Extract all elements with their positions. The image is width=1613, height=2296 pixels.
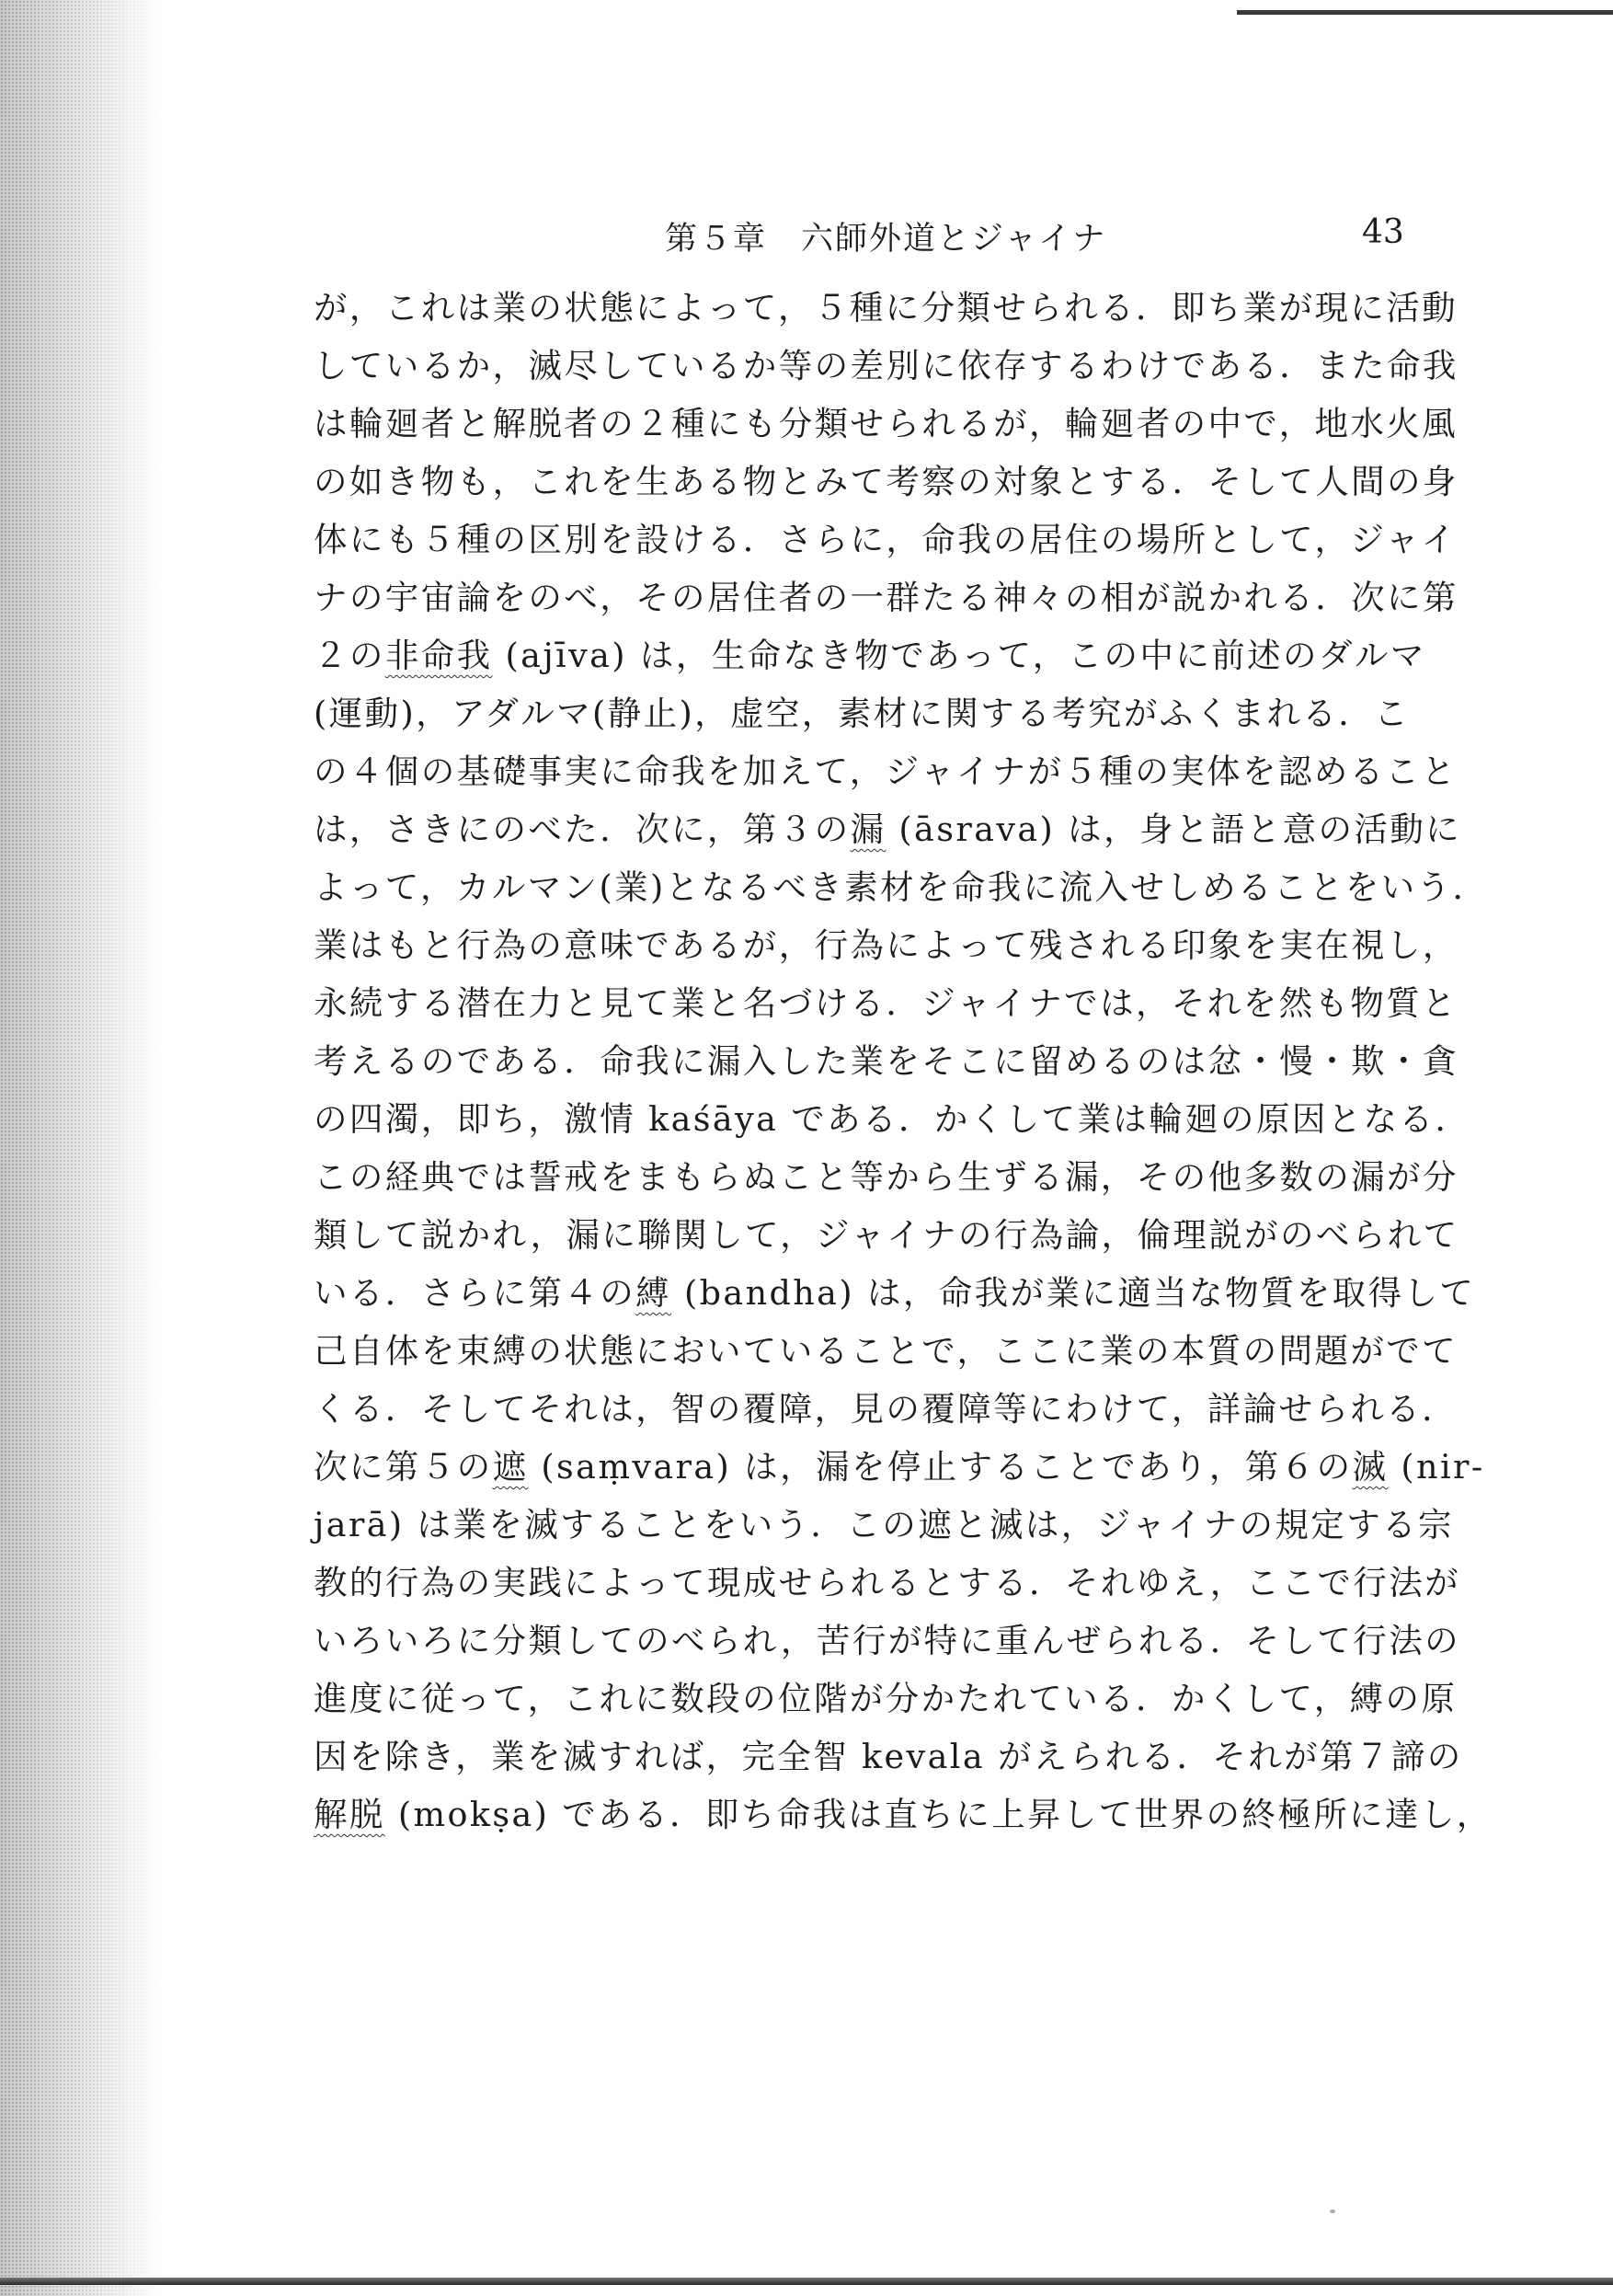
text-line: は，さきにのべた．次に，第３の漏 (āsrava) は，身と語と意の活動に	[314, 809, 1462, 849]
page-number: 43	[1362, 213, 1404, 251]
text-line: しているか，滅尽しているか等の差別に依存するわけである．また命我	[314, 346, 1459, 385]
running-head: 第５章 六師外道とジャイナ	[665, 221, 1107, 258]
text-line: の如き物も，これを生ある物とみて考察の対象とする．そして人間の身	[314, 462, 1459, 501]
text-line: 因を除き，業を滅すれば，完全智 kevala がえられる．それが第７諦の	[314, 1737, 1463, 1776]
top-edge-rule	[1237, 10, 1613, 15]
text-line: よって，カルマン(業)となるべき素材を命我に流入せしめることをいう．	[314, 867, 1489, 907]
text-line: (運動)，アダルマ(静止)，虚空，素材に関する考究がふくまれる．こ	[314, 694, 1411, 733]
text-line: くる．そしてそれは，智の覆障，見の覆障等にわけて，詳論せられる．	[314, 1389, 1459, 1429]
text-line: は輪廻者と解脱者の２種にも分類せられるが，輪廻者の中で，地水火風	[314, 404, 1459, 443]
emphasized-term: 遮	[492, 1447, 529, 1487]
text-line: ナの宇宙論をのべ，その居住者の一群たる神々の相が説かれる．次に第	[314, 578, 1459, 617]
text-line: いる．さらに第４の縛 (bandha) は，命我が業に適当な物質を取得して	[314, 1273, 1476, 1313]
text-line: の四濁，即ち，激情 kaśāya である．かくして業は輪廻の原因となる．	[314, 1099, 1471, 1139]
text-line: この経典では誓戒をまもらぬこと等から生ずる漏，その他多数の漏が分	[314, 1157, 1459, 1197]
text-line: いろいろに分類してのべられ，苦行が特に重んぜられる．そして行法の	[314, 1621, 1460, 1660]
emphasized-term: 滅	[1352, 1447, 1389, 1487]
text-line: 解脱 (mokṣa) である．即ち命我は直ちに上昇して世界の終極所に達し，	[314, 1795, 1493, 1834]
text-line: 永続する潜在力と見て業と名づける．ジャイナでは，それを然も物質と	[314, 983, 1459, 1023]
text-line: ２の非命我 (ajīva) は，生命なき物であって，この中に前述のダルマ	[314, 636, 1426, 675]
text-line: の４個の基礎事実に命我を加えて，ジャイナが５種の実体を認めること	[314, 752, 1458, 791]
page-gutter-shadow	[0, 0, 161, 2296]
text-line: 体にも５種の区別を設ける．さらに，命我の居住の場所として，ジャイ	[314, 520, 1458, 559]
text-line: 類して説かれ，漏に聯関して，ジャイナの行為論，倫理説がのべられて	[314, 1215, 1459, 1255]
bottom-edge-rule	[0, 2278, 1613, 2285]
emphasized-term: 漏	[850, 809, 887, 849]
text-line: 教的行為の実践によって現成せられるとする．それゆえ，ここで行法が	[314, 1563, 1460, 1602]
text-line: 次に第５の遮 (saṃvara) は，漏を停止することであり，第６の滅 (nir-	[314, 1447, 1485, 1487]
paper-speck	[1330, 2210, 1335, 2213]
text-line: 業はもと行為の意味であるが，行為によって残される印象を実在視し，	[314, 925, 1459, 965]
text-line: 己自体を束縛の状態においていることで，ここに業の本質の問題がでて	[314, 1331, 1459, 1371]
emphasized-term: 非命我	[384, 636, 493, 675]
emphasized-term: 縛	[635, 1273, 672, 1313]
text-line: 進度に従って，これに数段の位階が分かたれている．かくして，縛の原	[314, 1679, 1458, 1718]
text-line: jarā) は業を滅することをいう．この遮と滅は，ジャイナの規定する宗	[314, 1505, 1454, 1544]
text-line: 考えるのである．命我に漏入した業をそこに留めるのは忿・慢・欺・貪	[314, 1041, 1459, 1081]
text-line: が，これは業の状態によって，５種に分類せられる．即ち業が現に活動	[314, 288, 1459, 327]
emphasized-term: 解脱	[314, 1795, 385, 1834]
